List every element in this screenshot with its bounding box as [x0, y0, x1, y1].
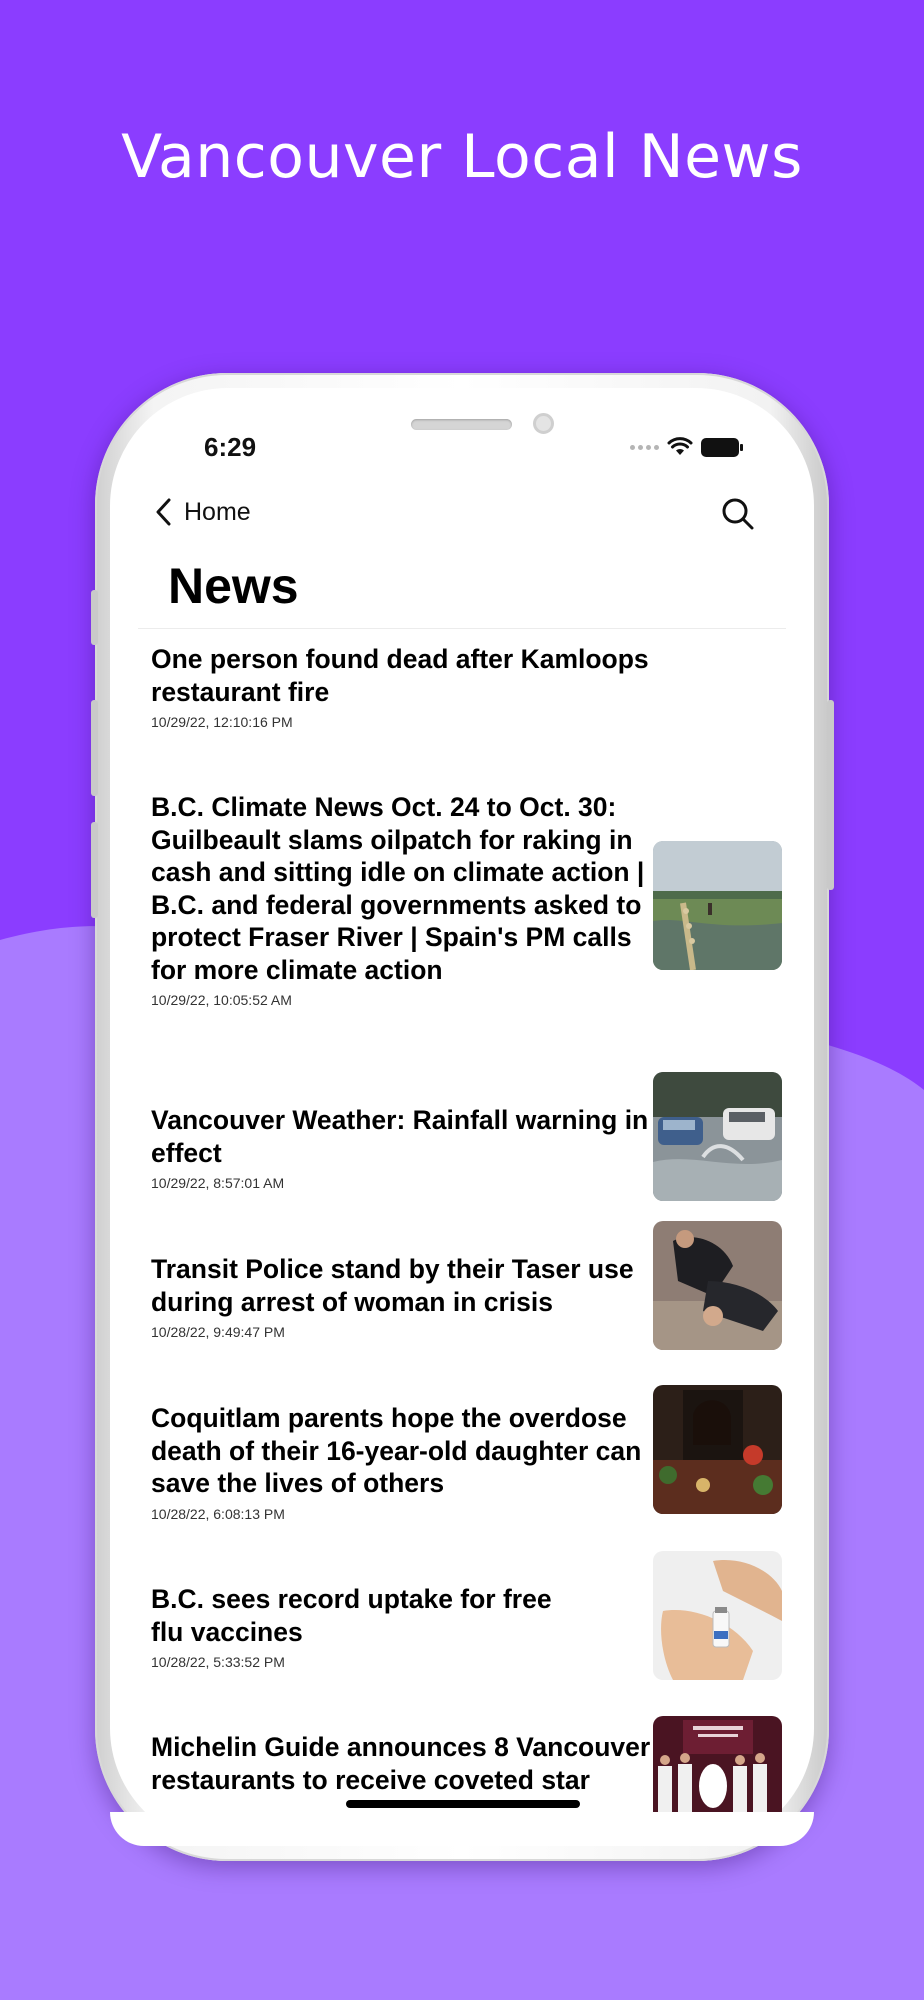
article-thumbnail[interactable]	[653, 1221, 782, 1350]
signal-dots-icon	[630, 445, 659, 450]
article-headline: Transit Police stand by their Taser use during arrest of woman in crisis	[151, 1254, 634, 1317]
article-thumbnail[interactable]	[653, 841, 782, 970]
article-thumbnail[interactable]	[653, 1072, 782, 1201]
phone-camera	[533, 413, 554, 434]
promo-title: Vancouver Local News	[121, 122, 803, 192]
article-headline: Coquitlam parents hope the overdose death of their 16-year-old daughter can save the lives of others	[151, 1403, 642, 1498]
article-headline: One person found dead after Kamloops restaurant fire	[151, 644, 649, 707]
news-list-item[interactable]	[151, 643, 691, 730]
back-button-label: Home	[184, 497, 251, 526]
arrest-image	[653, 1221, 782, 1350]
article-timestamp: 10/29/22, 10:05:52 AM	[151, 992, 292, 1008]
article-headline: B.C. Climate News Oct. 24 to Oct. 30: Guilbeault slams oilpatch for raking in cash and sitting idle on climate action | B.C. and federal governments asked to protect Fraser River | Spain's PM calls for more climate action	[151, 792, 645, 985]
news-list-item[interactable]	[151, 1253, 651, 1340]
status-icons	[630, 436, 739, 458]
article-timestamp: 10/29/22, 8:57:01 AM	[151, 1175, 285, 1191]
phone-volume-down	[91, 822, 98, 918]
phone-power-button	[827, 700, 834, 890]
page-title: News	[168, 558, 299, 614]
article-headline: B.C. sees record uptake for free flu vaccines	[151, 1584, 552, 1647]
search-icon[interactable]	[721, 497, 755, 531]
phone-mute-switch	[91, 590, 98, 645]
wifi-icon	[667, 437, 693, 457]
news-list-item[interactable]	[151, 1104, 651, 1191]
article-headline: Michelin Guide announces 8 Vancouver restaurants to receive coveted star	[151, 1732, 651, 1795]
chevron-left-icon	[154, 497, 172, 527]
article-thumbnail[interactable]	[653, 1551, 782, 1680]
phone-speaker	[411, 419, 512, 430]
article-timestamp: 10/28/22, 5:33:52 PM	[151, 1654, 285, 1670]
memorial-image	[653, 1385, 782, 1514]
michelin-event-image	[653, 1716, 782, 1812]
article-timestamp: 10/28/22, 6:08:13 PM	[151, 1505, 285, 1522]
phone-volume-up	[91, 700, 98, 796]
flooded-road-image	[653, 1072, 782, 1201]
home-indicator[interactable]	[346, 1800, 580, 1808]
flooded-field-image	[653, 841, 782, 970]
status-time: 6:29	[204, 432, 257, 462]
news-list-item[interactable]	[151, 791, 651, 1008]
article-timestamp: 10/28/22, 9:49:47 PM	[151, 1324, 285, 1340]
news-list-item[interactable]	[151, 1583, 651, 1670]
article-thumbnail[interactable]	[653, 1385, 782, 1514]
vaccine-vial-image	[653, 1551, 782, 1680]
title-divider	[138, 628, 786, 629]
battery-icon	[701, 438, 739, 457]
news-list-item[interactable]	[151, 1402, 651, 1522]
back-button[interactable]	[154, 497, 251, 527]
article-thumbnail[interactable]	[653, 1716, 782, 1812]
screen-bottom-edge	[110, 1812, 814, 1846]
article-timestamp: 10/29/22, 12:10:16 PM	[151, 714, 293, 730]
article-headline: Vancouver Weather: Rainfall warning in effect	[151, 1105, 649, 1168]
